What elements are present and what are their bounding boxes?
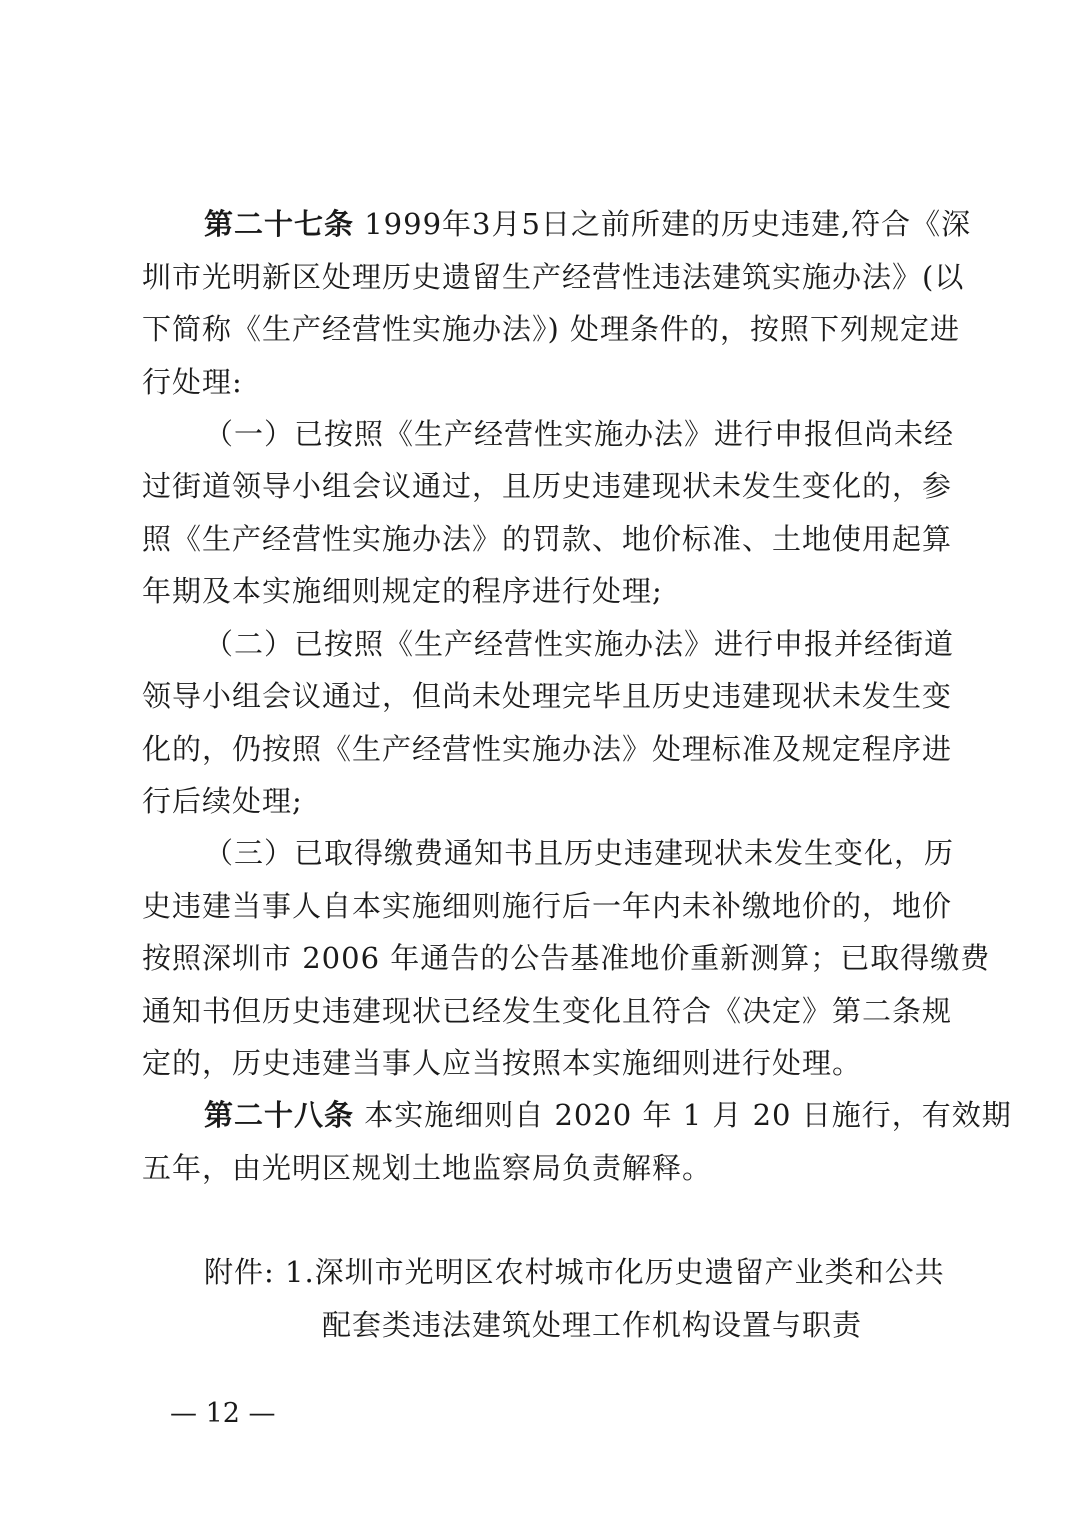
article-27-line-2: 圳市光明新区处理历史遗留生产经营性违法建筑实施办法》(以 [142,260,965,294]
article-27-line-4: 行处理: [142,365,243,399]
item-1-line-1: （一）已按照《生产经营性实施办法》进行申报但尚未经 [204,417,955,451]
article-27-text-1: 1999年3月5日之前所建的历史违建,符合《深 [364,207,972,241]
item-1-line-4: 年期及本实施细则规定的程序进行处理; [142,574,663,608]
article-28-line-1 [204,1095,1012,1135]
article-28-line-2: 五年，由光明区规划土地监察局负责解释。 [142,1151,713,1185]
item-3-line-3: 按照深圳市 2006 年通告的公告基准地价重新测算；已取得缴费 [142,941,991,975]
page-number: — 12 — [170,1398,276,1429]
article-27-line-1 [204,204,972,244]
article-28-text-1: 本实施细则自 2020 年 1 月 20 日施行，有效期 [364,1098,1012,1132]
item-2-line-4: 行后续处理; [142,784,303,818]
attachment-line-2: 配套类违法建筑处理工作机构设置与职责 [322,1308,863,1342]
article-28-heading: 第二十八条 [204,1098,355,1132]
article-27-line-3: 下简称《生产经营性实施办法》) 处理条件的，按照下列规定进 [142,312,961,346]
item-1-line-2: 过街道领导小组会议通过，且历史违建现状未发生变化的，参 [142,469,953,503]
item-2-line-3: 化的，仍按照《生产经营性实施办法》处理标准及规定程序进 [142,732,953,766]
item-3-line-4: 通知书但历史违建现状已经发生变化且符合《决定》第二条规 [142,994,953,1028]
item-3-line-5: 定的，历史违建当事人应当按照本实施细则进行处理。 [142,1046,863,1080]
item-1-line-3: 照《生产经营性实施办法》的罚款、地价标准、土地使用起算 [142,522,953,556]
attachment-line-1: 附件: 1.深圳市光明区农村城市化历史遗留产业类和公共 [204,1255,945,1289]
item-2-line-2: 领导小组会议通过，但尚未处理完毕且历史违建现状未发生变 [142,679,953,713]
article-27-heading: 第二十七条 [204,207,355,241]
item-2-line-1: （二）已按照《生产经营性实施办法》进行申报并经街道 [204,627,955,661]
item-3-line-1: （三）已取得缴费通知书且历史违建现状未发生变化，历 [204,836,955,870]
item-3-line-2: 史违建当事人自本实施细则施行后一年内未补缴地价的，地价 [142,889,953,923]
